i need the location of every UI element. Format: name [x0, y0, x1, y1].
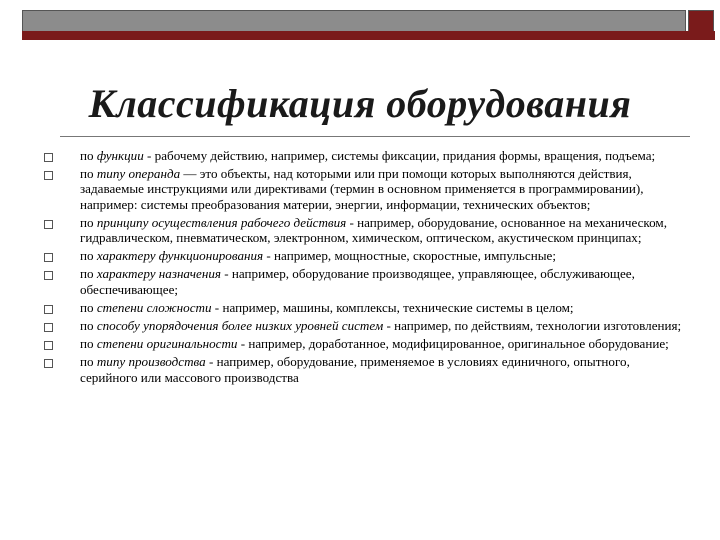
list-item: по степени сложности - например, машины, комплексы, технические системы в целом; [44, 300, 684, 315]
header-corner-box [688, 10, 714, 32]
list-item: по характеру назначения - например, оборудование производящее, управляющее, обслуживающее, обеспечивающее; [44, 266, 684, 296]
square-bullet-icon [44, 171, 53, 180]
square-bullet-icon [44, 305, 53, 314]
square-bullet-icon [44, 253, 53, 262]
list-item: по способу упорядочения более низких уровней систем - например, по действиям, технологии изготовления; [44, 318, 684, 333]
item-term: функции [96, 148, 144, 163]
item-term: способу упорядочения более низких уровней систем [96, 318, 384, 334]
header-bar-gray [22, 10, 686, 32]
list-item: по характеру функционирования - например, мощностные, скоростные, импульсные; [44, 248, 684, 263]
list-item: по типу производства - например, оборудование, применяемое в условиях единичного, опытного, серийного или массового производства [44, 354, 684, 384]
list-item: по принципу осуществления рабочего действия - например, оборудование, основанное на механическом, гидравлическом, пневматическом, электронном, химическом, оптическом, акустическом принципах; [44, 215, 684, 245]
item-term: принципу осуществления рабочего действия [96, 214, 347, 230]
item-term: степени сложности [96, 299, 212, 315]
item-term: типу операнда [96, 166, 181, 182]
square-bullet-icon [44, 220, 53, 229]
list-item: по типу операнда — это объекты, над которыми или при помощи которых выполняются действия, задаваемые инструкциями или директивами (термин в основном применяется в программировании), например: системы преобразования материи, энергии, информации, технических объектов; [44, 166, 684, 212]
square-bullet-icon [44, 323, 53, 332]
item-term: типу производства [96, 354, 206, 370]
square-bullet-icon [44, 359, 53, 368]
square-bullet-icon [44, 341, 53, 350]
item-term: характеру функционирования [96, 248, 264, 264]
item-term: степени оригинальности [96, 336, 238, 352]
header-bar-red [22, 31, 715, 40]
square-bullet-icon [44, 153, 53, 162]
slide-title: Классификация оборудования [88, 81, 632, 126]
item-term: характеру назначения [96, 266, 221, 282]
square-bullet-icon [44, 271, 53, 280]
list-item: по степени оригинальности - например, доработанное, модифицированное, оригинальное оборудование; [44, 336, 684, 351]
list-item: по функции - рабочему действию, например, системы фиксации, придания формы, вращения, подъема; [44, 148, 684, 163]
classification-list [44, 148, 684, 388]
title-divider [60, 136, 690, 137]
